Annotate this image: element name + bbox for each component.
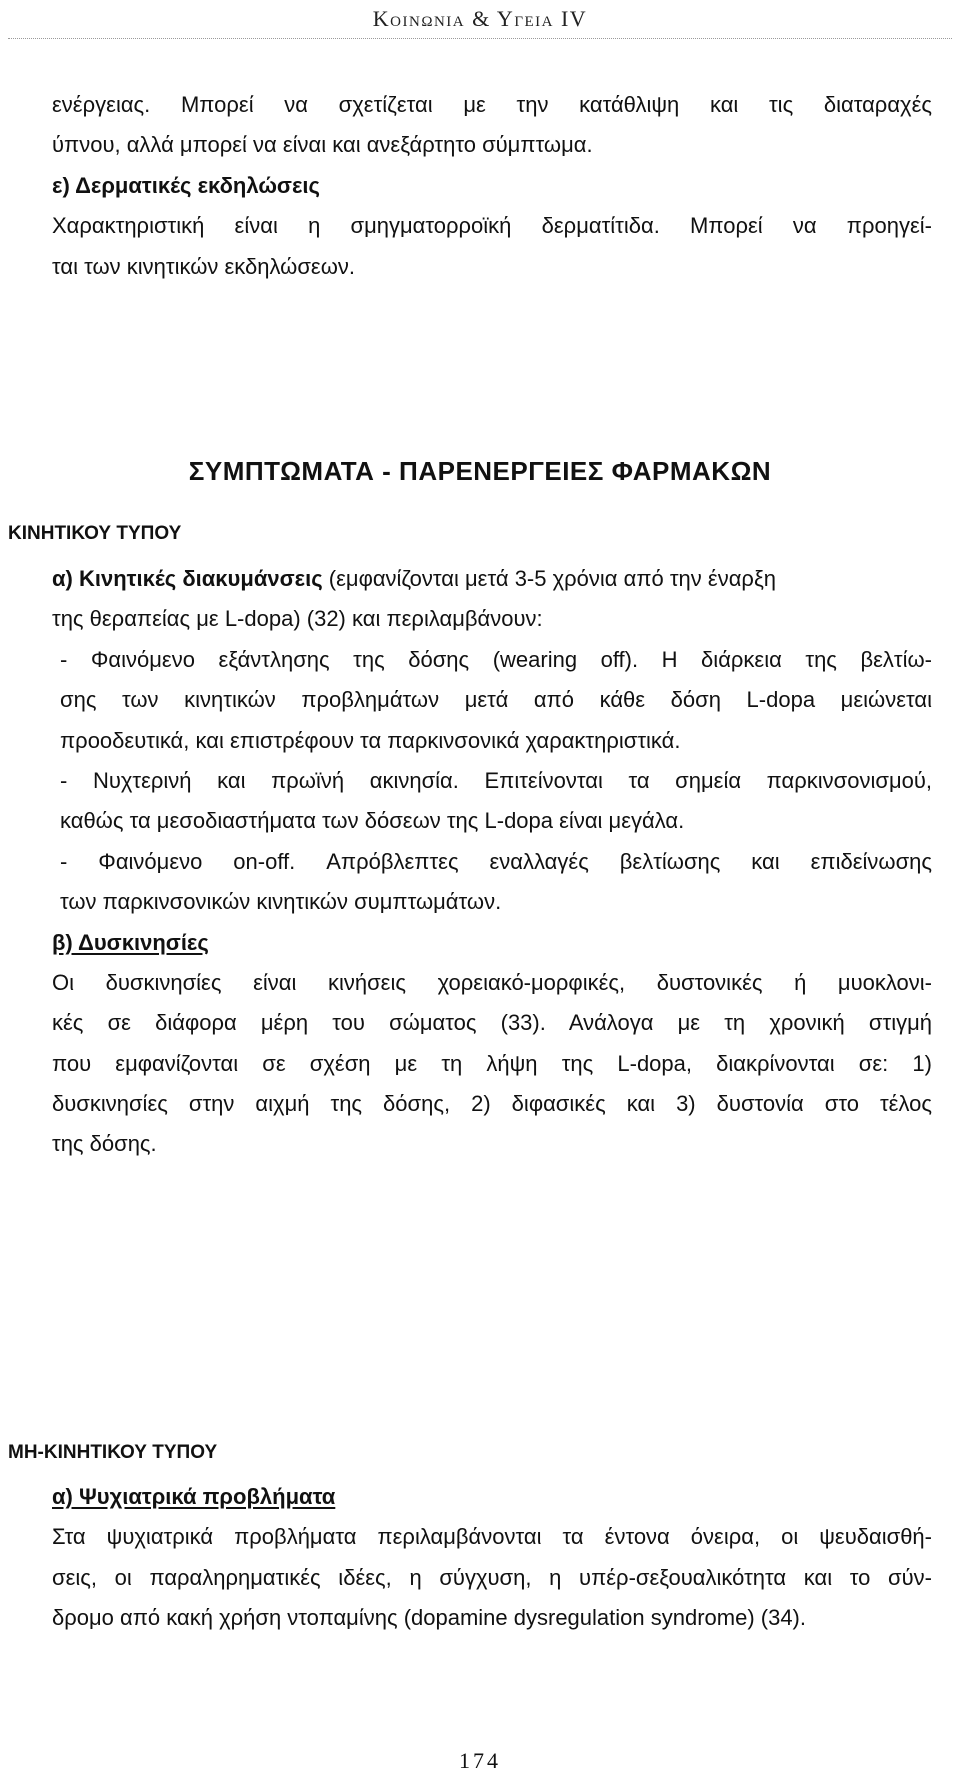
dyskinesia-line-2: κές σε διάφορα μέρη του σώματος (33). Ανάλογα με τη χρονική στιγμή	[52, 1010, 932, 1036]
dyskinesia-line-5: της δόσης.	[52, 1131, 157, 1157]
page-number: 174	[459, 1748, 501, 1773]
psychiatric-line-1: Στα ψυχιατρικά προβλήματα περιλαμβάνονται τα έντονα όνειρα, οι ψευδαισθή-	[52, 1524, 932, 1550]
dyskinesia-line-4: δυσκινησίες στην αιχμή της δόσης, 2) διφασικές και 3) δυστονία στο τέλος	[52, 1091, 932, 1117]
psychiatric-line-2: σεις, οι παραληρηματικές ιδέες, η σύγχυση, η υπέρ-σεξουαλικότητα και το σύν-	[52, 1564, 932, 1590]
motor-a-line-1	[52, 566, 932, 592]
motor-a-line-2: της θεραπείας με L-dopa) (32) και περιλαμβάνουν:	[52, 606, 543, 632]
section-label-nonmotor: ΜΗ-ΚΙΝΗΤΙΚΟΥ ΤΥΠΟΥ	[8, 1442, 218, 1463]
section-label-motor: ΚΙΝΗΤΙΚΟΥ ΤΥΠΟΥ	[8, 523, 182, 544]
motor-block	[52, 566, 932, 1158]
bullet-akinesia-2: καθώς τα μεσοδιαστήματα των δόσεων της L-dopa είναι μεγάλα.	[60, 808, 685, 834]
main-title: ΣΥΜΠΤΩΜΑΤΑ - ΠΑΡΕΝΕΡΓΕΙΕΣ ΦΑΡΜΑΚΩΝ	[188, 456, 772, 486]
bullet-akinesia-1: - Νυχτερινή και πρωϊνή ακινησία. Επιτείνονται τα σημεία παρκινσονισμού,	[60, 767, 932, 793]
subheading-dermatologic: ε) Δερματικές εκδηλώσεις	[52, 172, 320, 198]
motor-a-rest: (εμφανίζονται μετά 3-5 χρόνια από την έναρξη	[322, 566, 777, 591]
subheading-psychiatric: α) Ψυχιατρικά προβλήματα	[52, 1484, 336, 1509]
psychiatric-line-3: δρομο από κακή χρήση ντοπαμίνης (dopamine dysregulation syndrome) (34).	[52, 1605, 806, 1631]
intro-line-1: ενέργειας. Μπορεί να σχετίζεται με την κατάθλιψη και τις διαταραχές	[52, 92, 932, 117]
motor-a-heading: α) Κινητικές διακυμάνσεις	[52, 566, 323, 591]
bullet-wearing-off-2: σης των κινητικών προβλημάτων μετά από κάθε δόση L-dopa μειώνεται	[60, 687, 932, 713]
derm-line-2: ται των κινητικών εκδηλώσεων.	[52, 253, 356, 279]
bullet-wearing-off-3: προοδευτικά, και επιστρέφουν τα παρκινσονικά χαρακτηριστικά.	[60, 727, 681, 753]
header-rule	[8, 38, 952, 39]
derm-line-1: Χαρακτηριστική είναι η σμηγματορροϊκή δερματίτιδα. Μπορεί να προηγεί-	[52, 213, 932, 239]
intro-line-2: ύπνου, αλλά μπορεί να είναι και ανεξάρτητο σύμπτωμα.	[52, 132, 593, 158]
running-header: Κοινωνια & Υγεια IV	[372, 6, 588, 31]
bullet-wearing-off-1: - Φαινόμενο εξάντλησης της δόσης (wearing off). Η διάρκεια της βελτίω-	[60, 646, 932, 672]
dyskinesia-line-3: που εμφανίζονται σε σχέση με τη λήψη της L-dopa, διακρίνονται σε: 1)	[52, 1050, 932, 1076]
bullet-on-off-2: των παρκινσονικών κινητικών συμπτωμάτων.	[60, 889, 502, 915]
dyskinesia-line-1: Οι δυσκινησίες είναι κινήσεις χορειακό-μορφικές, δυστονικές ή μυοκλονι-	[52, 969, 932, 995]
bullet-on-off-1: - Φαινόμενο on-off. Απρόβλεπτες εναλλαγές βελτίωσης και επιδείνωσης	[60, 848, 932, 874]
intro-block	[52, 92, 932, 280]
nonmotor-block	[52, 1484, 932, 1632]
subheading-dyskinesias: β) Δυσκινησίες	[52, 929, 209, 955]
